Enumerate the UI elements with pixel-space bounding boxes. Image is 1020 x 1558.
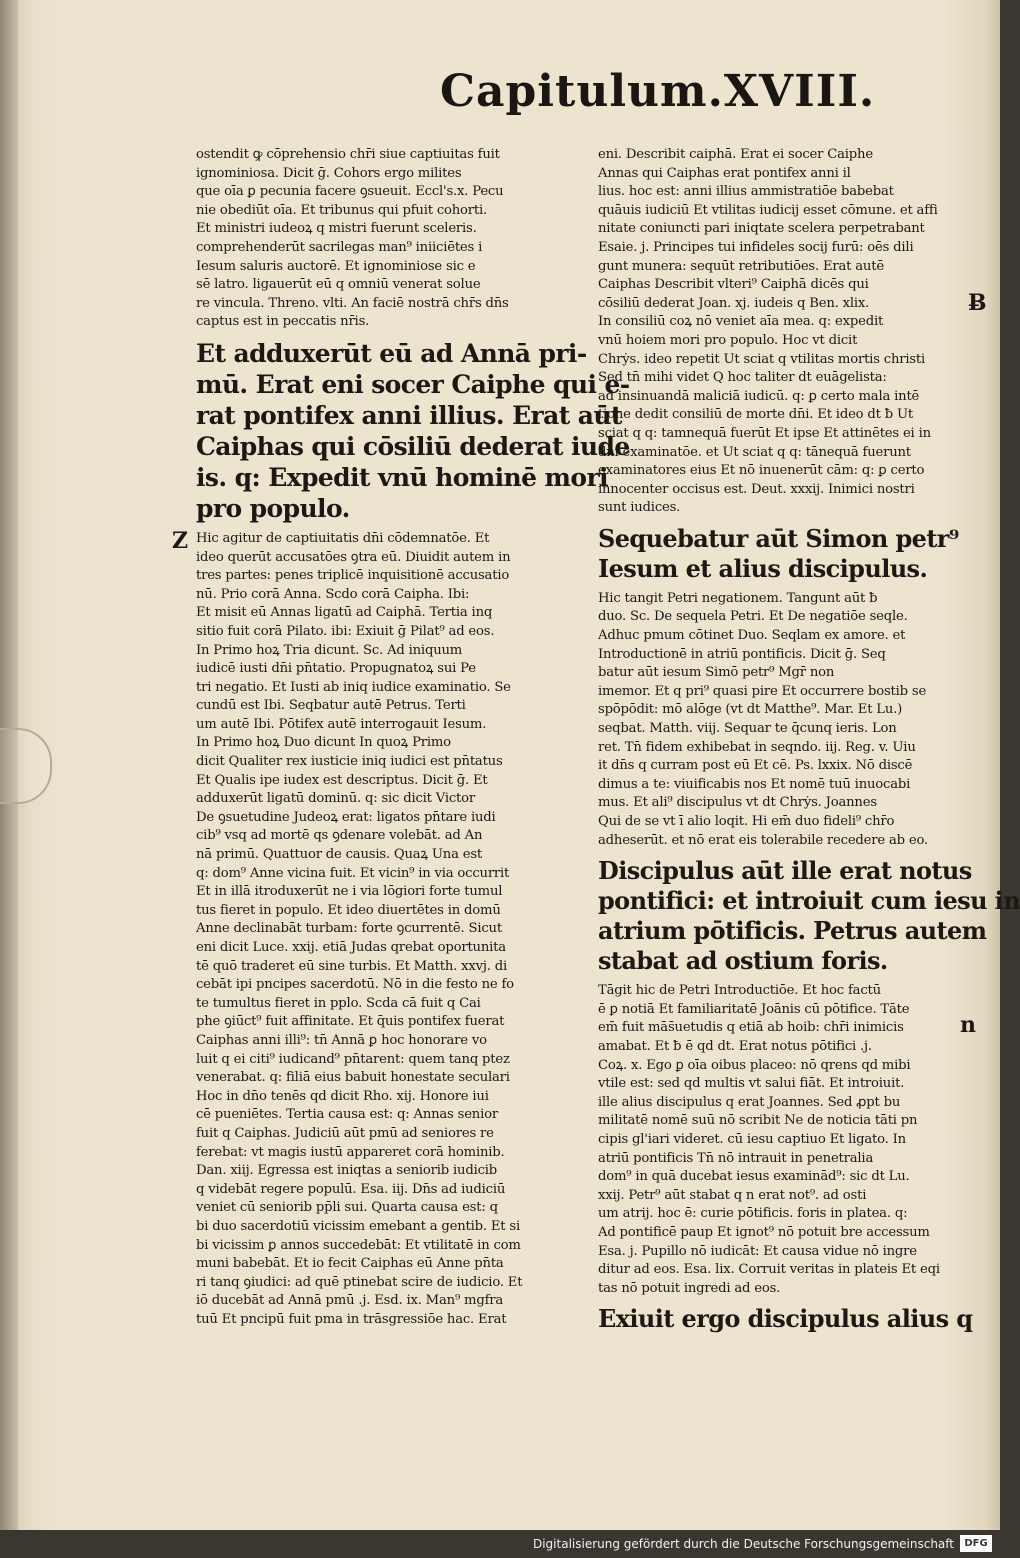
gloss-line: nū. Prio corā Anna. Scdo corā Caipha. Ibi: (196, 586, 470, 602)
gloss-line: Qui de se vt ī alio loqit. Hi em̄ duo fideli⁹ chr̄o (598, 814, 895, 829)
footer-bar (0, 1530, 1000, 1558)
text-line: Sequebatur aūt Simon petr⁹ (598, 523, 959, 553)
digitization-note: Digitalisierung gefördert durch die Deutsche Forschungsgemeinschaft (532, 1537, 954, 1551)
gloss-line: ille alius discipulus q erat Joannes. Sed ꝓpt bu (598, 1094, 901, 1110)
gloss-line: re vincula. Threno. vlti. An faciē nostrā chr̄s dn̄s (196, 295, 509, 311)
gloss-line: bi vicissim ꝑ annos succedebāt: Et vtilitatē in com (196, 1237, 521, 1253)
gloss-line: Anne declinabāt turbam: forte ꝯcurrentē. Sicut (196, 921, 502, 937)
gloss-line: em̄ fuit mās̄uetudis q etiā ab hoib: chr̄i inimicis (598, 1020, 904, 1036)
gloss-line: veniet cū seniorib pp̄li sui. Quarta causa est: q (196, 1200, 498, 1216)
gloss-line: te tumultus fieret in pplo. Scda cā fuit q Cai (196, 995, 481, 1011)
gloss-line: adduxerūt ligatū dominū. q: sic dicit Victor (196, 791, 476, 807)
left-gloss-2 (196, 530, 580, 1330)
gloss-line: Et ministri iudeoꝝ q mistri fuerunt sceleris. (196, 221, 477, 237)
gloss-line: cib⁹ vsq ad mortē qs ꝯdenare volebāt. ad An (196, 828, 483, 844)
gloss-line: eni dicit Luce. xxij. etiā Judas qrebat oportunita (196, 940, 506, 955)
left-gloss-1 (196, 146, 580, 332)
gloss-line: captus est in peccatis nr̄is. (196, 314, 370, 330)
gloss-line: adheserūt. et nō erat eis tolerabile recedere ab eo. (598, 832, 928, 848)
gloss-line: cōsiliū dederat Joan. xj. iudeis q Ben. xlix. (598, 295, 870, 311)
gloss-line: examinatores eius Et nō inuenerūt cām: q: ꝑ certo (598, 463, 925, 479)
gloss-line: Esaie. j. Principes tui infideles socij furū: oēs dili (598, 239, 914, 255)
gloss-line: q: dom⁹ Anne vicina fuit. Et vicin⁹ in via occurrit (196, 865, 510, 881)
right-gloss-1 (598, 146, 964, 518)
left-column (196, 146, 630, 1362)
gloss-line: ideo querūt accusatōes ꝯtra eū. Diuidit autem in (196, 549, 511, 565)
gloss-line: militatē nomē suū nō scribit Ne de noticia tāti pn (598, 1113, 918, 1129)
gloss-line: In consiliū coꝝ nō veniet aīa mea. q: expedit (598, 314, 884, 330)
gloss-line: cipis gl'iari videret. cū iesu captiuo Et ligato. In (598, 1131, 906, 1147)
gloss-line: xxij. Petr⁹ aūt stabat q n erat not⁹. ad osti (598, 1187, 867, 1203)
gloss-line: que oīa ꝑ pecunia facere ꝯsueuit. Eccl's.x. Pecu (196, 184, 504, 200)
gloss-line: iudicē iusti dn̄i pn̄tatio. Propugnatoꝝ sui Pe (196, 661, 476, 677)
gloss-line: luit q ei citi⁹ iudicand⁹ pn̄tarent: quem tanq ptez (196, 1051, 510, 1067)
gloss-line: sciat q q: tamnequā fuerūt Et ipse Et attinētes ei in (598, 425, 931, 441)
gloss-line: Et Qualis ipe iudex est descriptus. Dicit ḡ. Et (196, 772, 488, 788)
gloss-line: tri negatio. Et Iusti ab iniq iudice examinatio. Se (196, 679, 511, 695)
gloss-line: muni babebāt. Et io fecit Caiphas eū Anne pn̄ta (196, 1256, 504, 1272)
gloss-line: Et misit eū Annas ligatū ad Caiphā. Tertia inq (196, 605, 493, 621)
gloss-line: eni. Describit caiphā. Erat ei socer Caiphe (598, 147, 873, 162)
gloss-line: sunt iudices. (598, 500, 681, 516)
gloss-line: Chrẏs. ideo repetit Ut sciat q vtilitas mortis christi (598, 351, 926, 367)
margin-mark-right-mid: n (960, 1012, 976, 1038)
gloss-line: innocenter occisus est. Deut. xxxij. Inimici nostri (598, 481, 915, 497)
gloss-line: tres partes: penes triplicē inquisitionē accusatio (196, 568, 510, 584)
gloss-line: venerabat. q: filiā eius babuit honestate seculari (196, 1070, 510, 1086)
gloss-line: tuū Et pncipū fuit pma in trāsgressiōe hac. Erat (196, 1311, 507, 1327)
text-line: Iesum et alius discipulus. (598, 553, 928, 583)
gloss-line: lius. hoc est: anni illius ammistratiōe babebat (598, 184, 894, 200)
gloss-line: Iesum saluris auctorē. Et ignominiose sic e (196, 258, 476, 274)
gloss-line: ad insinuandā maliciā iudicū. q: ꝑ certo mala intē (598, 388, 920, 404)
gloss-line: Tāgit hic de Petri Introductiōe. Et hoc factū (598, 983, 881, 999)
right-text-2 (598, 856, 1020, 976)
gloss-line: Dan. xiij. Egressa est iniqtas a seniorib iudicib (196, 1163, 498, 1179)
gloss-line: imemor. Et q pri⁹ quasi pire Et occurrere bostib se (598, 683, 927, 699)
gloss-line: Hic tangit Petri negationem. Tangunt aūt ƀ (598, 590, 878, 606)
gloss-line: dimus a te: viuificabis nos Et nomē tuū inuocabi (598, 776, 911, 792)
text-line: Et adduxerūt eū ad Annā pri- (196, 338, 587, 368)
left-text-1 (196, 338, 630, 524)
gloss-line: Introductionē in atriū pontificis. Dicit ḡ. Seq (598, 646, 886, 662)
page-tab-marker (0, 728, 52, 804)
gloss-line: cebāt ipi pncipes sacerdotū. Nō in die festo ne fo (196, 977, 514, 993)
text-line: stabat ad ostium foris. (598, 946, 888, 976)
gloss-line: Et in illā itroduxerūt ne i via lōgiori forte tumul (196, 884, 503, 900)
gloss-line: cundū est Ibi. Seqbatur autē Petrus. Terti (196, 698, 466, 714)
gloss-line: Hoc in dn̄o tenēs qd dicit Rho. xij. Honore iui (196, 1088, 489, 1104)
gloss-line: Hic agitur de captiuitatis dn̄i cōdemnatōe. Et (196, 530, 490, 546)
text-line: rat pontifex anni illius. Erat aūt (196, 400, 622, 430)
gloss-line: nie obediūt oīa. Et tribunus qui pfuit cohorti. (196, 202, 488, 218)
right-column (598, 146, 1020, 1376)
gloss-line: batur aūt iesum Simō petr⁹ Mgr̄ non (598, 665, 835, 681)
gloss-line: Sed tn̄ mihi videt Q hoc taliter dt euāgelista: (598, 370, 887, 386)
gloss-line: ostendit ꝙ cōprehensio chr̄i siue captiuitas fuit (196, 147, 500, 162)
gloss-line: vtile est: sed qd multis vt salui fiāt. Et introiuit. (598, 1076, 905, 1092)
gloss-line: ferebat: vt magis iustū appareret corā hominib. (196, 1144, 505, 1160)
gloss-line: ē ꝑ notiā Et familiaritatē Joānis cū pōtifice. Tāte (598, 1001, 910, 1017)
text-line: Caiphas qui cōsiliū dederat iude (196, 431, 630, 461)
margin-mark-left: Z (172, 528, 189, 554)
gloss-line: it dn̄s q curram post eū Et cē. Ps. lxxix. Nō discē (598, 758, 913, 774)
gloss-line: ri tanq ꝯiudici: ad quē ptinebat scire de iudicio. Et (196, 1274, 523, 1290)
gloss-line: um atrij. hoc ē: curie pōtificis. foris in platea. q: (598, 1206, 908, 1222)
gloss-line: Coꝝ. x. Ego ꝑ oīa oibus placeo: nō qrens qd mibi (598, 1057, 911, 1073)
gloss-line: Ad pontificē paup Et ignot⁹ nō potuit bre accessum (598, 1224, 930, 1240)
gloss-line: dom⁹ in quā ducebat iesus examinād⁹: sic dt Lu. (598, 1169, 910, 1185)
gloss-line: iō ducebāt ad Annā pmū .j. Esd. ix. Man⁹ mgfra (196, 1293, 504, 1309)
gloss-line: bi duo sacerdotiū vicissim emebant a gentib. Et si (196, 1218, 520, 1234)
gloss-line: comprehenderūt sacrilegas man⁹ iniiciētes i (196, 239, 483, 255)
text-line: is. q: Expedit vnū hominē mori (196, 462, 608, 492)
text-line: pontifici: et introiuit cum iesu in (598, 886, 1020, 916)
gloss-line: tione dedit consiliū de morte dn̄i. Et ideo dt ƀ Ut (598, 407, 913, 423)
gloss-line: nā primū. Quattuor de causis. Quaꝝ Una est (196, 847, 483, 863)
running-head: Capitulum.XVIII. (440, 66, 876, 117)
gloss-line: spōpōdit: mō alōge (vt dt Matthe⁹. Mar. Et Lu.) (598, 702, 903, 718)
gloss-line: mus. Et ali⁹ discipulus vt dt Chrẏs. Joannes (598, 795, 877, 811)
gloss-line: Caiphas Describit vlteri⁹ Caiphā dicēs qui (598, 277, 869, 293)
gloss-line: In Primo hoꝝ Tria dicunt. Sc. Ad iniquum (196, 642, 463, 658)
gloss-line: In Primo hoꝝ Duo dicunt In quoꝝ Primo (196, 735, 451, 751)
gloss-line: fuit q Caiphas. Judiciū aūt pmū ad seniores re (196, 1125, 494, 1141)
text-line: atrium pōtificis. Petrus autem (598, 916, 987, 946)
text-line: mū. Erat eni socer Caiphe qui e- (196, 369, 630, 399)
gloss-line: cē pueniētes. Tertia causa est: q: Annas senior (196, 1107, 498, 1123)
gloss-line: ditur ad eos. Esa. lix. Corruit veritas in plateis Et eqi (598, 1262, 940, 1278)
gloss-line: ignominiosa. Dicit ḡ. Cohors ergo milites (196, 165, 462, 181)
gloss-line: amabat. Et ƀ ē qd dt. Erat notus pōtifici .j. (598, 1038, 872, 1054)
dfg-logo: DFG (960, 1535, 992, 1552)
gloss-line: duo. Sc. De sequela Petri. Et De negatiōe seqle. (598, 609, 908, 625)
right-text-1 (598, 524, 964, 584)
gloss-line: atriū pontificis Tn̄ nō intrauit in penetralia (598, 1150, 874, 1166)
gloss-line: tē quō traderet eū sine turbis. Et Matth. xxvj. di (196, 958, 507, 974)
gloss-line: tas nō potuit ingredi ad eos. (598, 1280, 781, 1296)
gloss-line: dn̄i examinatōe. et Ut sciat q q: tānequā fuerunt (598, 444, 911, 460)
gloss-line: seqbat. Matth. viij. Sequar te q̄cunq ieris. Lon (598, 721, 897, 737)
gloss-line: gunt munera: sequūt retributiōes. Erat autē (598, 258, 884, 274)
text-line: Discipulus aūt ille erat notus (598, 856, 972, 886)
text-line: Exiuit ergo discipulus alius q (598, 1304, 973, 1334)
gloss-line: quāuis iudiciū Et vtilitas iudicij esset cōmune. et affi (598, 202, 938, 218)
gloss-line: Esa. j. Pupillo nō iudicāt: Et causa vidue nō ingre (598, 1243, 917, 1259)
gloss-line: sitio fuit corā Pilato. ibi: Exiuit ḡ Pilat⁹ ad eos. (196, 623, 495, 639)
gloss-line: phe ꝯiūct⁹ fuit affinitate. Et q̄uis pontifex fuerat (196, 1014, 505, 1030)
right-gloss-3 (598, 982, 964, 1298)
right-text-3 (598, 1304, 973, 1334)
margin-mark-right-top: Ƀ (968, 290, 987, 316)
gloss-line: dicit Qualiter rex iusticie iniq iudici est pn̄tatus (196, 754, 503, 770)
gloss-line: Annas qui Caiphas erat pontifex anni il (598, 165, 851, 181)
gloss-line: Caiphas anni illi⁹: tn̄ Annā ꝑ hoc honorare vo (196, 1032, 487, 1048)
gloss-line: um autē Ibi. Pōtifex autē interrogauit Iesum. (196, 716, 487, 732)
gloss-line: q videbāt regere populū. Esa. iij. Dn̄s ad iudiciū (196, 1181, 506, 1197)
text-line: pro populo. (196, 493, 350, 523)
gloss-line: Adhuc pmum cōtinet Duo. Seqlam ex amore. et (598, 628, 906, 644)
gloss-line: De ꝯsuetudine Judeoꝝ erat: ligatos pn̄tare iudi (196, 809, 496, 825)
gloss-line: tus fieret in populo. Et ideo diuertētes in domū (196, 902, 501, 918)
gloss-line: nitate coniuncti pari iniqtate scelera perpetrabant (598, 221, 925, 237)
gloss-line: vnū hoiem mori pro populo. Hoc vt dicit (598, 332, 858, 348)
gloss-line: ret. Tn̄ fidem exhibebat in seqndo. iij. Reg. v. Uiu (598, 739, 916, 755)
right-gloss-2 (598, 590, 964, 850)
gloss-line: sē latro. ligauerūt eū q omniū venerat solue (196, 277, 481, 293)
